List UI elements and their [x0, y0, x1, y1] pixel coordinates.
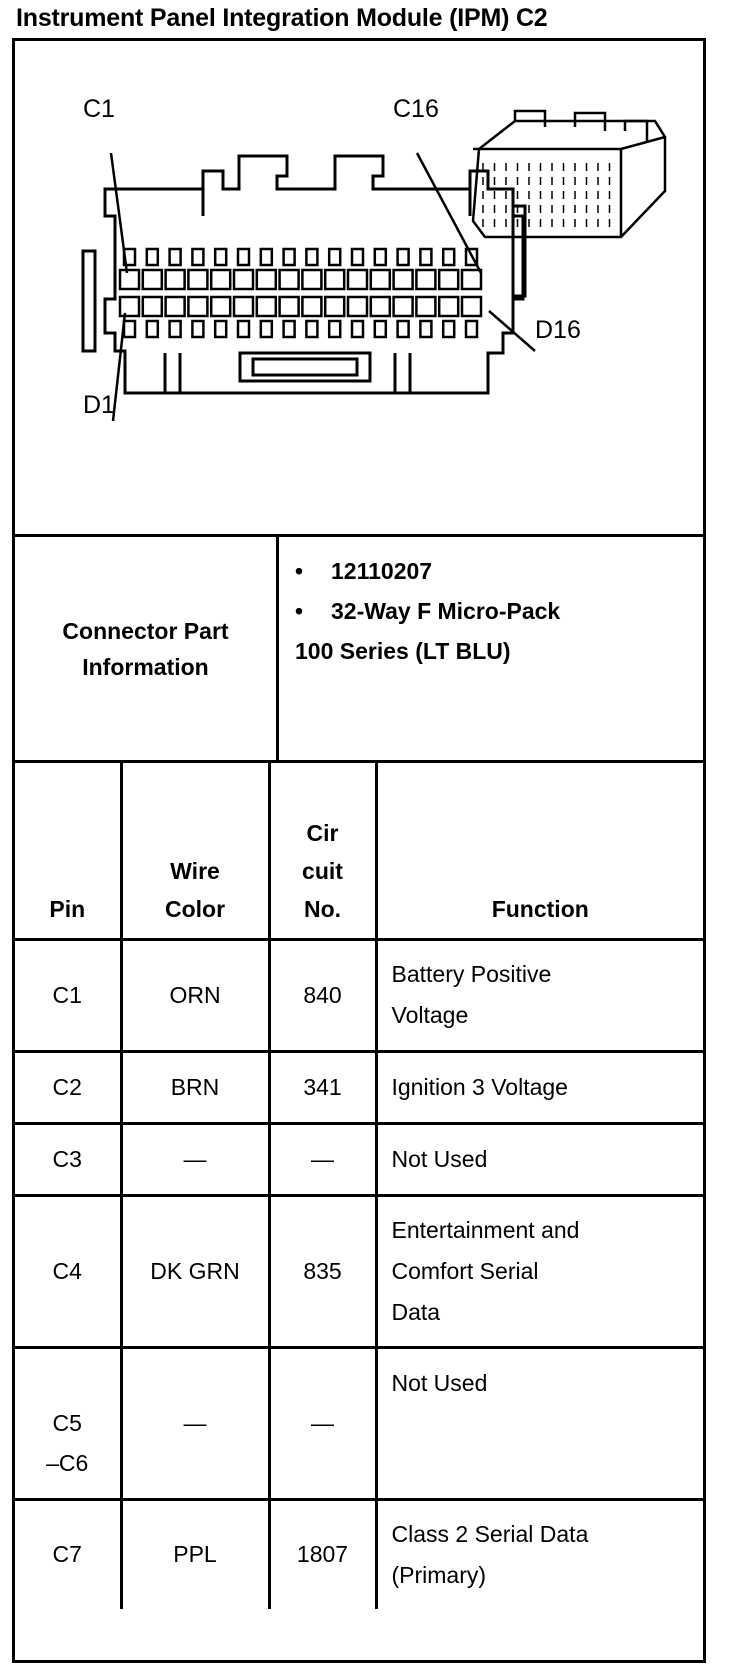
circuit-cell: —: [269, 1347, 376, 1499]
lower-terminal-slot: [420, 321, 431, 337]
pin-cell: C2: [15, 1051, 121, 1123]
pin-cavity-d7: [257, 297, 276, 316]
lower-terminal-slot: [306, 321, 317, 337]
pin-cavity-c5: [211, 270, 230, 289]
wire-color-cell: PPL: [121, 1499, 269, 1609]
circuit-cell: 341: [269, 1051, 376, 1123]
upper-terminal-slot: [261, 249, 272, 265]
upper-terminal-slot: [215, 249, 226, 265]
table-row: [15, 939, 703, 1051]
lower-terminal-slot: [443, 321, 454, 337]
connector-sheet: [12, 38, 706, 1663]
pin-cavity-c1: [120, 270, 139, 289]
lower-terminal-slot: [352, 321, 363, 337]
function-cell: Class 2 Serial Data (Primary): [376, 1499, 703, 1609]
pin-label-c1: C1: [83, 95, 115, 123]
lower-terminal-slot: [398, 321, 409, 337]
pin-cavity-c3: [166, 270, 185, 289]
table-row: [15, 1499, 703, 1609]
upper-terminal-slot: [284, 249, 295, 265]
function-cell: Not Used: [376, 1347, 703, 1499]
lower-terminal-slot: [147, 321, 158, 337]
wire-color-cell: —: [121, 1347, 269, 1499]
bullet-glyph: •: [295, 598, 304, 624]
pin-cavity-d2: [143, 297, 162, 316]
pin-cavity-d8: [280, 297, 299, 316]
header-function: Function: [376, 763, 703, 939]
pin-cell: C3: [15, 1123, 121, 1195]
wire-color-cell: —: [121, 1123, 269, 1195]
circuit-cell: 840: [269, 939, 376, 1051]
pin-table: [15, 763, 703, 1609]
pin-cavity-c11: [348, 270, 367, 289]
pin-cavity-d14: [416, 297, 435, 316]
upper-terminal-slot: [192, 249, 203, 265]
connector-series: 100 Series (LT BLU): [295, 638, 511, 664]
table-row: [15, 1195, 703, 1347]
pin-cavity-c16: [462, 270, 481, 289]
connector-isometric-view: [473, 111, 665, 237]
function-cell: Entertainment and Comfort Serial Data: [376, 1195, 703, 1347]
upper-terminal-slot: [420, 249, 431, 265]
pin-cavity-c6: [234, 270, 253, 289]
pin-cell: C4: [15, 1195, 121, 1347]
lower-terminal-slot: [170, 321, 181, 337]
upper-terminal-slot: [170, 249, 181, 265]
pin-label-d1: D1: [83, 391, 115, 419]
upper-terminal-slot: [329, 249, 340, 265]
lower-terminal-slot: [238, 321, 249, 337]
function-cell: Ignition 3 Voltage: [376, 1051, 703, 1123]
pin-cavity-c4: [188, 270, 207, 289]
circuit-cell: 1807: [269, 1499, 376, 1609]
lower-terminal-slot: [375, 321, 386, 337]
pin-cavity-c9: [302, 270, 321, 289]
pin-cavity-d16: [462, 297, 481, 316]
upper-terminal-slot: [352, 249, 363, 265]
wire-color-cell: BRN: [121, 1051, 269, 1123]
left-latch-rail: [83, 251, 95, 351]
part-info-bullet: [295, 591, 703, 631]
pin-cavity-d13: [394, 297, 413, 316]
circuit-cell: 835: [269, 1195, 376, 1347]
lower-terminal-slot: [261, 321, 272, 337]
lower-terminal-slot: [192, 321, 203, 337]
header-circuit-no: Cir cuit No.: [269, 763, 376, 939]
lower-terminal-slot: [284, 321, 295, 337]
bullet-glyph: •: [295, 558, 304, 584]
upper-terminal-slot: [147, 249, 158, 265]
upper-terminal-slot: [238, 249, 249, 265]
part-info-heading: [15, 537, 279, 760]
pin-cell: C7: [15, 1499, 121, 1609]
upper-terminal-slot: [306, 249, 317, 265]
connector-face-drawing: [15, 41, 703, 534]
pin-cavity-d3: [166, 297, 185, 316]
bottom-key-slot: [240, 353, 370, 381]
pin-cell: C5 –C6: [15, 1347, 121, 1499]
pin-cavity-c14: [416, 270, 435, 289]
part-info-heading-line2: Information: [82, 653, 209, 680]
table-row: [15, 1347, 703, 1499]
pin-cavity-d10: [325, 297, 344, 316]
circuit-cell: —: [269, 1123, 376, 1195]
pin-cavity-d11: [348, 297, 367, 316]
pin-cavity-d5: [211, 297, 230, 316]
function-cell: Not Used: [376, 1123, 703, 1195]
connector-part-information: [15, 537, 703, 763]
part-number: 12110207: [331, 558, 433, 584]
pin-cavity-d12: [371, 297, 390, 316]
connector-body-outline: [105, 156, 523, 393]
c1-leader: [111, 153, 127, 273]
page-title: Instrument Panel Integration Module (IPM) C2: [16, 4, 548, 32]
table-row: [15, 1051, 703, 1123]
pin-cavity-c15: [439, 270, 458, 289]
pin-cavity-d15: [439, 297, 458, 316]
function-cell: Battery Positive Voltage: [376, 939, 703, 1051]
pin-cavity-d4: [188, 297, 207, 316]
lower-terminal-slot: [329, 321, 340, 337]
part-info-bullet: [295, 551, 703, 591]
pin-cavity-c10: [325, 270, 344, 289]
pin-label-d16: D16: [535, 316, 581, 344]
table-header-row: [15, 763, 703, 939]
table-row: [15, 1123, 703, 1195]
pin-cavity-c12: [371, 270, 390, 289]
pin-cavity-d6: [234, 297, 253, 316]
header-pin: Pin: [15, 763, 121, 939]
pin-label-c16: C16: [393, 95, 439, 123]
pin-cavity-c13: [394, 270, 413, 289]
upper-terminal-slot: [443, 249, 454, 265]
pin-cavity-c8: [280, 270, 299, 289]
pin-cavity-c2: [143, 270, 162, 289]
upper-terminal-slot: [375, 249, 386, 265]
pin-cell: C1: [15, 939, 121, 1051]
lower-terminal-slot: [215, 321, 226, 337]
wire-color-cell: DK GRN: [121, 1195, 269, 1347]
pin-cavity-c7: [257, 270, 276, 289]
upper-terminal-slot: [398, 249, 409, 265]
pin-cavity-d1: [120, 297, 139, 316]
lower-terminal-slot: [124, 321, 135, 337]
wire-color-cell: ORN: [121, 939, 269, 1051]
connector-type: 32-Way F Micro-Pack: [331, 598, 561, 624]
connector-diagram: [15, 41, 703, 537]
pin-cavity-d9: [302, 297, 321, 316]
header-wire-color: Wire Color: [121, 763, 269, 939]
part-info-details: [279, 537, 703, 760]
lower-terminal-slot: [466, 321, 477, 337]
part-info-heading-line1: Connector Part: [62, 617, 229, 644]
